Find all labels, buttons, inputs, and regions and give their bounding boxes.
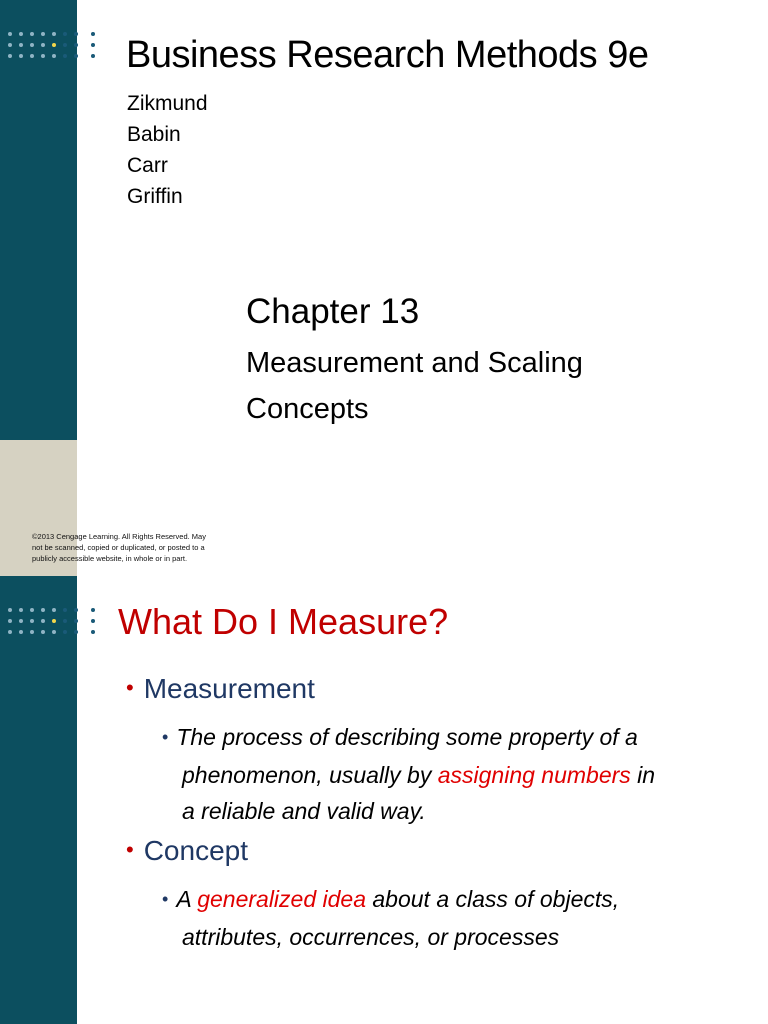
decorative-dot	[63, 619, 67, 623]
decorative-dot	[8, 608, 12, 612]
decorative-dot	[91, 54, 95, 58]
decorative-dot	[74, 32, 78, 36]
decorative-dot	[19, 32, 23, 36]
decorative-dot	[52, 608, 56, 612]
decorative-dot	[63, 43, 67, 47]
definition-text: about a class of objects,	[366, 886, 620, 912]
decorative-dot	[74, 54, 78, 58]
decorative-dot	[19, 608, 23, 612]
decorative-dot	[52, 32, 56, 36]
decorative-dot	[52, 54, 56, 58]
decorative-dot	[41, 619, 45, 623]
bullet-concept	[126, 835, 248, 867]
bullet-label: Measurement	[143, 673, 315, 704]
sub-bullet-marker: •	[162, 727, 169, 747]
copyright-line: not be scanned, copied or duplicated, or posted to a	[32, 543, 205, 552]
highlighted-term: assigning numbers	[437, 762, 631, 788]
sub-bullet-marker: •	[162, 889, 169, 909]
decorative-dot	[30, 630, 34, 634]
decorative-dot	[91, 608, 95, 612]
decorative-dot	[19, 43, 23, 47]
decorative-dot	[8, 630, 12, 634]
decorative-dot	[52, 619, 56, 623]
decorative-dot	[63, 630, 67, 634]
decorative-dot	[41, 54, 45, 58]
copyright-line: ©2013 Cengage Learning. All Rights Reserved. May	[32, 532, 206, 541]
chapter-title-line: Concepts	[246, 393, 369, 425]
copyright-notice	[32, 531, 242, 564]
decorative-dot	[30, 54, 34, 58]
definition-text: in	[630, 762, 656, 788]
bullet-marker: •	[126, 675, 134, 700]
sub-bullet-measurement-definition	[162, 719, 752, 829]
decorative-dot	[63, 54, 67, 58]
decorative-dot	[41, 43, 45, 47]
decorative-dot	[41, 608, 45, 612]
decorative-dot	[52, 43, 56, 47]
author-name: Griffin	[127, 185, 183, 208]
decorative-dot	[74, 619, 78, 623]
highlighted-term: generalized idea	[197, 886, 366, 912]
definition-text: attributes, occurrences, or processes	[182, 924, 560, 950]
bullet-label: Concept	[143, 835, 248, 866]
bullet-marker: •	[126, 837, 134, 862]
decorative-dot	[74, 608, 78, 612]
decorative-dot	[30, 619, 34, 623]
decorative-dot	[41, 32, 45, 36]
sub-bullet-concept-definition	[162, 881, 752, 955]
slide-title: Business Research Methods 9e	[126, 34, 649, 76]
author-name: Babin	[127, 123, 181, 146]
decorative-dot	[19, 619, 23, 623]
decorative-dot	[8, 32, 12, 36]
decorative-dot-grid	[8, 32, 108, 72]
chapter-number: Chapter 13	[246, 292, 420, 331]
decorative-dot	[19, 630, 23, 634]
definition-text: A	[176, 886, 198, 912]
decorative-dot	[91, 43, 95, 47]
chapter-title-line: Measurement and Scaling	[246, 347, 583, 379]
author-list	[127, 88, 208, 212]
chapter-title	[246, 340, 666, 432]
decorative-dot-grid	[8, 608, 108, 648]
definition-text: phenomenon, usually by	[182, 762, 438, 788]
decorative-dot	[30, 608, 34, 612]
decorative-dot	[74, 630, 78, 634]
decorative-dot	[63, 608, 67, 612]
slide-title: What Do I Measure?	[118, 601, 449, 642]
decorative-dot	[30, 32, 34, 36]
decorative-dot	[8, 619, 12, 623]
author-name: Carr	[127, 154, 168, 177]
decorative-dot	[63, 32, 67, 36]
decorative-dot	[30, 43, 34, 47]
decorative-dot	[91, 32, 95, 36]
decorative-dot	[19, 54, 23, 58]
decorative-dot	[8, 43, 12, 47]
author-name: Zikmund	[127, 92, 208, 115]
decorative-dot	[91, 619, 95, 623]
content-slide	[0, 576, 768, 1024]
copyright-line: publicly accessible website, in whole or in part.	[32, 554, 188, 563]
decorative-dot	[41, 630, 45, 634]
decorative-dot	[52, 630, 56, 634]
definition-text: a reliable and valid way.	[182, 798, 426, 824]
decorative-dot	[74, 43, 78, 47]
decorative-dot	[91, 630, 95, 634]
bullet-measurement	[126, 673, 315, 705]
decorative-dot	[8, 54, 12, 58]
definition-text: The process of describing some property of a	[176, 724, 638, 750]
